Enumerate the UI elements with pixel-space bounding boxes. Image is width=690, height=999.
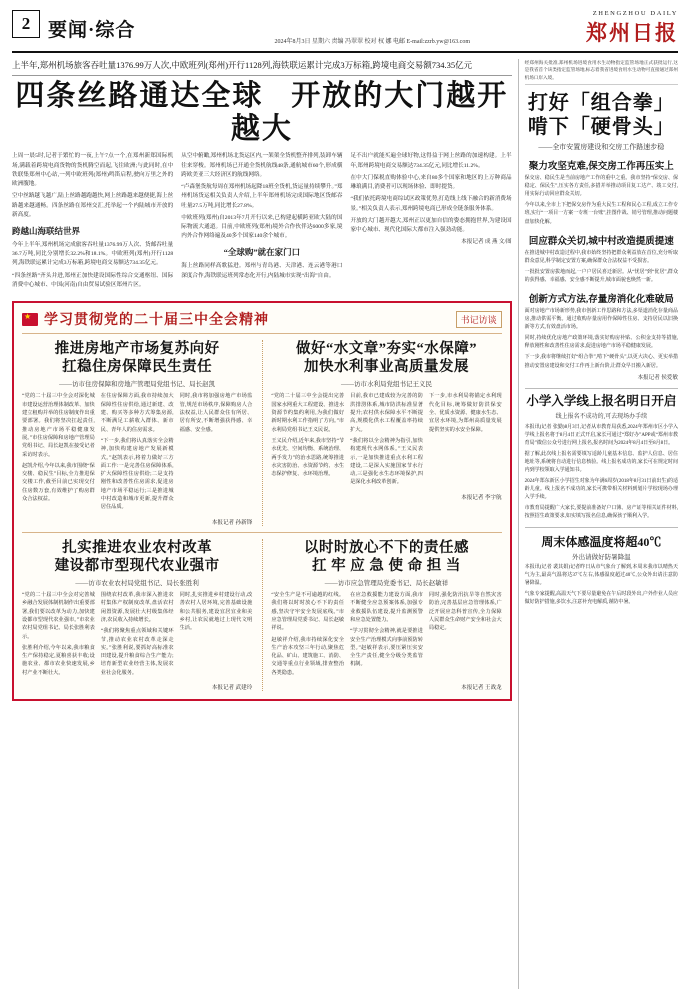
right-body-1 xyxy=(525,175,678,227)
paragraph: 上周一晨5时,记者于繁忙的一夜,上午7点一个,在郑州新郑国际机场,满载着跨境电商货物的货机腾空而起,飞往欧洲;与此同时,在中铁联集郑州中心站,一列中欧班列(郑州)鸣笛启程,驶向万里之外的欧洲腹地。 xyxy=(12,153,174,188)
paper-name-cn: 郑州日报 xyxy=(586,21,678,45)
paragraph: 一批批安置房拔地而起,一户户居民喜迁新居。从“忧居”到“优居”,群众的获得感、幸福感、安全感不断提升,城市面貌也焕然一新。 xyxy=(524,269,678,283)
article-byline: 本报记者 王战龙 xyxy=(461,685,502,692)
masthead xyxy=(12,10,678,53)
section-title: 要闻·综合 xyxy=(48,20,136,41)
lead-byline: 本报记者 成 燕 文/图 xyxy=(461,239,512,246)
weather-title: 周末体感温度将超40℃ xyxy=(541,535,662,550)
paragraph: “党的二十届三中全会提出完善国家水网重大工程建设、推进水资源节约集约利用,为我们做好新时期水利工作指明了方向。”市水利局党组书记王义民说。 xyxy=(271,393,345,433)
paragraph: 海上丝路同样高歌猛进。郑州与青岛港、天津港、连云港等港口深度合作,海铁联运班列常态化开行,内陆城市实现“出海”自由。 xyxy=(181,263,343,279)
right-top-note: 经郑州海关批准,郑州机场进境食用水生动物指定监管场地正式获批运行,这是我省首个该类指定监管场地,标志着我省进境食用水生动物可直接通过郑州机场口岸入境。 xyxy=(525,59,678,85)
article-byline: 本报记者 武建玲 xyxy=(211,685,253,692)
paragraph: 气象专家提醒,高温天气下要尽量避免在午后时段外出,户外作业人员应做好防护措施,多饮水,注意补充电解质,谨防中暑。 xyxy=(524,592,678,606)
paragraph: 市教育局提醒广大家长,要提前准备好户口簿、房产证等相关证件材料,按照招生政策要求,如实填写报名信息,确保孩子顺利入学。 xyxy=(524,506,678,520)
paragraph: “卢森堡货航每周在郑州机场起降18班全货机,货运量持续攀升。”郑州机场货运相关负责人介绍,上半年郑州机场完成国际地区货邮吞吐量27.5万吨,同比增长27.8%。 xyxy=(181,184,343,209)
lead-col-3 xyxy=(350,152,511,293)
right-news-title: 小学入学线上报名明日开启 xyxy=(526,393,677,408)
right-body-3 xyxy=(525,308,678,383)
right-headline: 打好「组合拳」啃下「硬骨头」 xyxy=(527,92,675,139)
weather-body xyxy=(525,564,678,607)
lead-subhead-2: “全球购”就在家门口 xyxy=(223,247,301,258)
paragraph: 下一步,市水利局将锚定水利现代化目标,统筹做好防洪保安全、优质水资源、健康水生态、宜居水环境,为郑州高质量发展提供坚实的水安全保障。 xyxy=(428,393,502,433)
article-subtitle: ——访市农业农村局党组书记、局长张胜利 xyxy=(75,579,199,587)
paragraph: 开放的大门越开越大,郑州正以更加自信的姿态拥抱世界,为建设国家中心城市、现代化国际大都市注入强劲动能。 xyxy=(350,217,512,233)
feature-article xyxy=(22,539,252,691)
paragraph: “我们依托跨境电商综试区政策优势,打造线上线下融合的新消费场景。”相关负责人表示,郑州跨境电商已形成全链条服务体系。 xyxy=(350,196,512,212)
left-column xyxy=(12,59,512,989)
lead-subhead-1: 跨越山海联结世界 xyxy=(12,225,81,236)
paragraph: 在推进城中村改造过程中,我市始终坚持把群众利益放在首位,充分听取群众意见,科学制定安置方案,确保群众合法权益不受损害。 xyxy=(524,250,678,264)
paragraph: “学习贯彻全会精神,就是要推进安全生产治理模式向事前预防转型。”赵敏祥表示,要压紧压实安全生产责任,健全分级分类监管机制。 xyxy=(350,628,423,668)
paragraph: 同时,扎实推进乡村建设行动,改善农村人居环境,完善基础设施和公共服务,建设宜居宜业和美乡村,让农民就地过上现代文明生活。 xyxy=(179,591,253,632)
paragraph: 空中丝路越飞越广,陆上丝路越跑越快,网上丝路越来越便捷,海上丝路越来越通畅。四条丝路在郑州交汇,托举起一个内陆城市开放的新高度。 xyxy=(12,193,174,218)
paragraph: 目前,我市已建成较为完善的防洪排涝体系,城市防洪标准显著提升;农村供水保障水平不断提高,规模化供水工程覆盖率持续扩大。 xyxy=(350,393,423,433)
article-title xyxy=(271,340,501,376)
feature-box xyxy=(12,301,512,701)
article-title-line: 扎实推进农业农村改革 xyxy=(62,539,213,556)
paragraph: 围绕农村改革,我市深入推进农村集体产权制度改革,盘活农村闲置资源,发展壮大村级集体经济,农民收入持续增长。 xyxy=(100,591,174,623)
paragraph: “四条丝路”齐头并进,郑州正加快建设国际性综合交通枢纽、国际消费中心城市、中国(河南)自由贸易试验区郑州片区。 xyxy=(12,272,174,288)
party-flag-icon xyxy=(22,313,38,326)
article-title-line: 加快水利事业高质量发展 xyxy=(303,359,469,376)
masthead-meta: 2024年8月3日 星期六 责编 冯翠翠 校对 权 娜 电邮 E-mail:zzrb.yw@163.com xyxy=(274,39,470,45)
article-title-line: 扛稳住房保障民生责任 xyxy=(62,359,213,376)
article-title-line: 扛 牢 应 急 使 命 担 当 xyxy=(312,557,461,574)
right-news-subtitle: 线上报名不成功的,可去现场办手续 xyxy=(555,414,648,421)
paragraph: 足不出户就能买遍全球好物,这得益于网上丝路的加速构建。上半年,郑州跨境电商交易额达734.35亿元,同比增长11.2%。 xyxy=(350,153,512,169)
right-byline: 本报记者 侯爱敏 xyxy=(637,374,678,381)
feature-header xyxy=(22,309,502,334)
paper-name-en: ZHENGZHOU DAILY xyxy=(592,10,678,17)
paragraph: 张胜利介绍,今年以来,我市粮食生产保持稳定,夏粮喜获丰收;设施农业、都市农业快速发展,乡村产业不断壮大。 xyxy=(22,644,95,676)
paragraph: 今年上半年,郑州机场完成旅客吞吐量1376.99万人次、货邮吞吐量36.7万吨,同比分别增长32.2%和18.1%。中欧班列(郑州)开行1128列,海铁联运累计完成3万标箱,跨境电商交易额达734.35亿元。 xyxy=(12,241,174,267)
paragraph: 保交房、稳民生是当前房地产工作的重中之重。我市坚持“保交房、保稳定、保民生”,压实各方责任,多措并举推动项目复工达产、竣工交付,用实际行动回应群众关切。 xyxy=(524,176,678,198)
paragraph: 同时,我市将加强房地产市场监管,规范市场秩序,保障购房人合法权益,让人民群众住有所居、居有所安,不断增强获得感、幸福感、安全感。 xyxy=(179,393,253,433)
paragraph: 从空中俯瞰,郑州机场北货运区内,一架架全货机整齐排列,装卸车辆往来穿梭。郑州机场已开通全货机航线48条,通航城市60个,形成横跨欧美亚三大经济区的航线网络。 xyxy=(181,153,343,178)
article-byline: 本报记者 李宇航 xyxy=(461,494,502,501)
feature-row-2 xyxy=(22,539,502,691)
paragraph: “安全生产是不可逾越的红线。我们将以时时放心不下的责任感,坚决守牢安全发展底线。”市应急管理局党委书记、局长赵敏祥说。 xyxy=(271,591,345,632)
article-byline: 本报记者 孙新锋 xyxy=(211,519,253,526)
right-subhead-3: 创新方式方法,存量房消化化难破局 xyxy=(528,294,674,305)
feature-row-1 xyxy=(22,340,502,526)
article-title-line: 做好“水文章”夯实“水保障” xyxy=(295,341,477,358)
feature-tag: 书记访谈 xyxy=(456,311,502,328)
paragraph: 本报讯(记者 裴其娟)记者昨日从市气象台了解到,本周末我市以晴热天气为主,最高气温将达37℃左右,体感温度超过40℃,公众外出请注意防暑降温。 xyxy=(524,565,678,587)
paragraph: “党的二十届三中全会对完善城乡融合发展体制机制作出重要部署,我们要以改革为动力,加快建设都市型现代农业强市。”市农业农村局党组书记、局长张胜利表示。 xyxy=(22,591,95,640)
paragraph: 今年以来,全市上下把保交房作为重大民生工程和民心工程,成立工作专班,实行“一项目一方案一专班一台账”,挂图作战、销号管理,推动问题楼盘加快化解。 xyxy=(524,203,678,225)
article-title xyxy=(271,539,501,575)
paragraph: 同时,持续优化房地产政策环境,落实好购房补贴、公积金支持等措施,释放刚性和改善性住房需求,促进房地产市场平稳健康发展。 xyxy=(524,336,678,350)
lead-article-body xyxy=(12,152,512,293)
headline-part2: 开放的大门越开越大 xyxy=(230,79,509,146)
right-subhead-1: 聚力攻坚克难,保交房工作再压实上 xyxy=(528,162,674,173)
paragraph: 2024年郑东新区小学招生对象为年满6周岁(2018年8月31日前出生)的适龄儿童。线上报名不成功的,家长可携带相关材料到划片学校现场办理入学手续。 xyxy=(524,479,678,501)
right-body-2 xyxy=(525,250,678,285)
lead-col-1 xyxy=(12,152,173,293)
paragraph: 王义民介绍,近年来,我市坚持“节水优先、空间均衡、系统治理、两手发力”的治水思路,统筹推进水灾害防治、水资源节约、水生态保护修复、水环境治理。 xyxy=(271,437,345,478)
paragraph: “下一步,我们将认真落实全会精神,加快构建房地产发展新模式。”赵凯表示,将着力做好三方面工作:一是完善住房保障体系,扩大保障性住房供给;二是支持刚性和改善性住房需求,促进房地产市场平稳运行;三是推进城中村改造和城市更新,提升群众居住品质。 xyxy=(100,437,174,511)
paragraph: 本报讯(记者 张勤)8月3日,记者从市教育局获悉,2024年郑州市区小学入学线上报名将于8月4日正式开启,家长可通过“郑好办”APP或“郑州市教育局”微信公众号进行网上报名,报名时间为2024年8月4日至8月8日。 xyxy=(524,425,678,447)
article-title-line: 建设都市型现代农业强市 xyxy=(54,557,220,574)
feature-title: 学习贯彻党的二十届三中全会精神 xyxy=(44,313,269,329)
paragraph: “党的二十届三中全会对深化城市建设运营治理体制改革、加快建立租购并举的住房制度作出重要部署。我们将坚决扛起责任,推动房地产市场平稳健康发展。”市住房保障和房地产管理局党组书记、局长赵凯在接受记者采访时表示。 xyxy=(22,393,95,458)
article-subtitle: ——访市应急管理局党委书记、局长赵敏祥 xyxy=(324,579,449,587)
paragraph: 赵凯介绍,今年以来,我市围绕“保交楼、稳民生”目标,全力推进保交楼工作,截至目前已实现交付住房数万套,有效维护了购房群众合法权益。 xyxy=(22,462,95,503)
headline-part1: 四条丝路通达全球 xyxy=(15,79,264,112)
article-title-line: 推进房地产市场复苏向好 xyxy=(54,341,220,358)
paragraph: 在住房保障方面,我市持续加大保障性住房供给,通过新建、改建、购买等多种方式筹集房源,不断满足工薪收入群体、新市民、青年人的住房需求。 xyxy=(100,393,174,433)
page-number: 2 xyxy=(12,10,40,38)
lead-headline xyxy=(12,80,512,147)
right-news-body xyxy=(525,424,678,521)
paragraph: 赵敏祥介绍,我市持续深化安全生产治本攻坚三年行动,聚焦危化品、矿山、建筑施工、消防、交通等重点行业领域,排查整治各类隐患。 xyxy=(271,636,345,676)
weather-story xyxy=(525,527,678,607)
right-column xyxy=(518,59,678,989)
paragraph: 同时,强化防汛抗旱等自然灾害防治,完善基层应急管理体系,广泛开展应急科普宣传,全力保障人民群众生命财产安全和社会大局稳定。 xyxy=(428,591,502,632)
weather-subtitle: 外出请做好防暑降温 xyxy=(572,554,631,562)
feature-article xyxy=(22,340,252,526)
feature-article xyxy=(262,539,501,691)
paragraph: “我们将以全会精神为指引,加快构建现代水网体系。”王义民表示,一是加快推进重点水利工程建设,二是深入实施国家节水行动,三是强化水生态环境保护,四是深化水利改革创新。 xyxy=(350,437,423,486)
right-subhead-2: 回应群众关切,城中村改造提质提速 xyxy=(528,236,674,247)
article-title xyxy=(22,340,252,376)
paragraph: 在应急救援能力建设方面,我市不断健全应急预案体系,加强专业救援队伍建设,提升监测预警和应急处置能力。 xyxy=(350,591,423,623)
article-subtitle: ——访市住房保障和房地产管理局党组书记、局长赵凯 xyxy=(59,381,216,389)
paragraph: 中欧班列(郑州)自2013年7月开行以来,已构建起横跨亚欧大陆的国际物流大通道。目前,中欧班列(郑州)境外合作伙伴达6000多家,境内外合作网络遍及40多个国家140余个城市。 xyxy=(181,214,343,240)
lead-kicker: 上半年,郑州机场旅客吞吐量1376.99万人次,中欧班列(郑州)开行1128列,海铁联运累计完成3万标箱,跨境电商交易额734.35亿元 xyxy=(12,59,512,76)
paragraph: 据了解,此次线上报名需要填写适龄儿童基本信息、监护人信息、居住地址等,系统将自动进行信息核验。线上报名成功的,家长可在规定时间内到学校领取入学通知书。 xyxy=(524,452,678,474)
paragraph: 下一步,我市将继续打好“组合拳”,啃下“硬骨头”,以更大决心、更实举措推动安置房建设和交付工作再上新台阶,让群众早日搬入新居。 xyxy=(524,355,678,369)
paragraph: “我们将聚焦重点领域和关键环节,推动农业农村改革走深走实。”张胜利说,要抓好高标准农田建设,提升粮食综合生产能力;培育新型农业经营主体,发展农业社会化服务。 xyxy=(100,628,174,676)
paragraph: 在中大门保税直购体验中心,来自80多个国家和地区的上万种商品琳琅满目,消费者可以现场体验、即时提货。 xyxy=(350,174,512,191)
masthead-logo xyxy=(478,10,678,47)
paragraph: 面对房地产市场新形势,我市创新工作思路和方法,多渠道消化存量商品房,推动供需平衡。通过收购存量房用作保障性住房、支持居民以旧换新等方式,有效盘活市场。 xyxy=(524,308,678,331)
right-subheadline: ——全市安置房建设和交房工作路速步稳 xyxy=(538,143,665,152)
article-subtitle: ——访市水利局党组书记王义民 xyxy=(340,381,432,389)
feature-article xyxy=(262,340,501,526)
article-title-line: 以时时放心不下的责任感 xyxy=(303,539,469,556)
article-title xyxy=(22,539,252,575)
lead-col-2 xyxy=(181,152,342,293)
